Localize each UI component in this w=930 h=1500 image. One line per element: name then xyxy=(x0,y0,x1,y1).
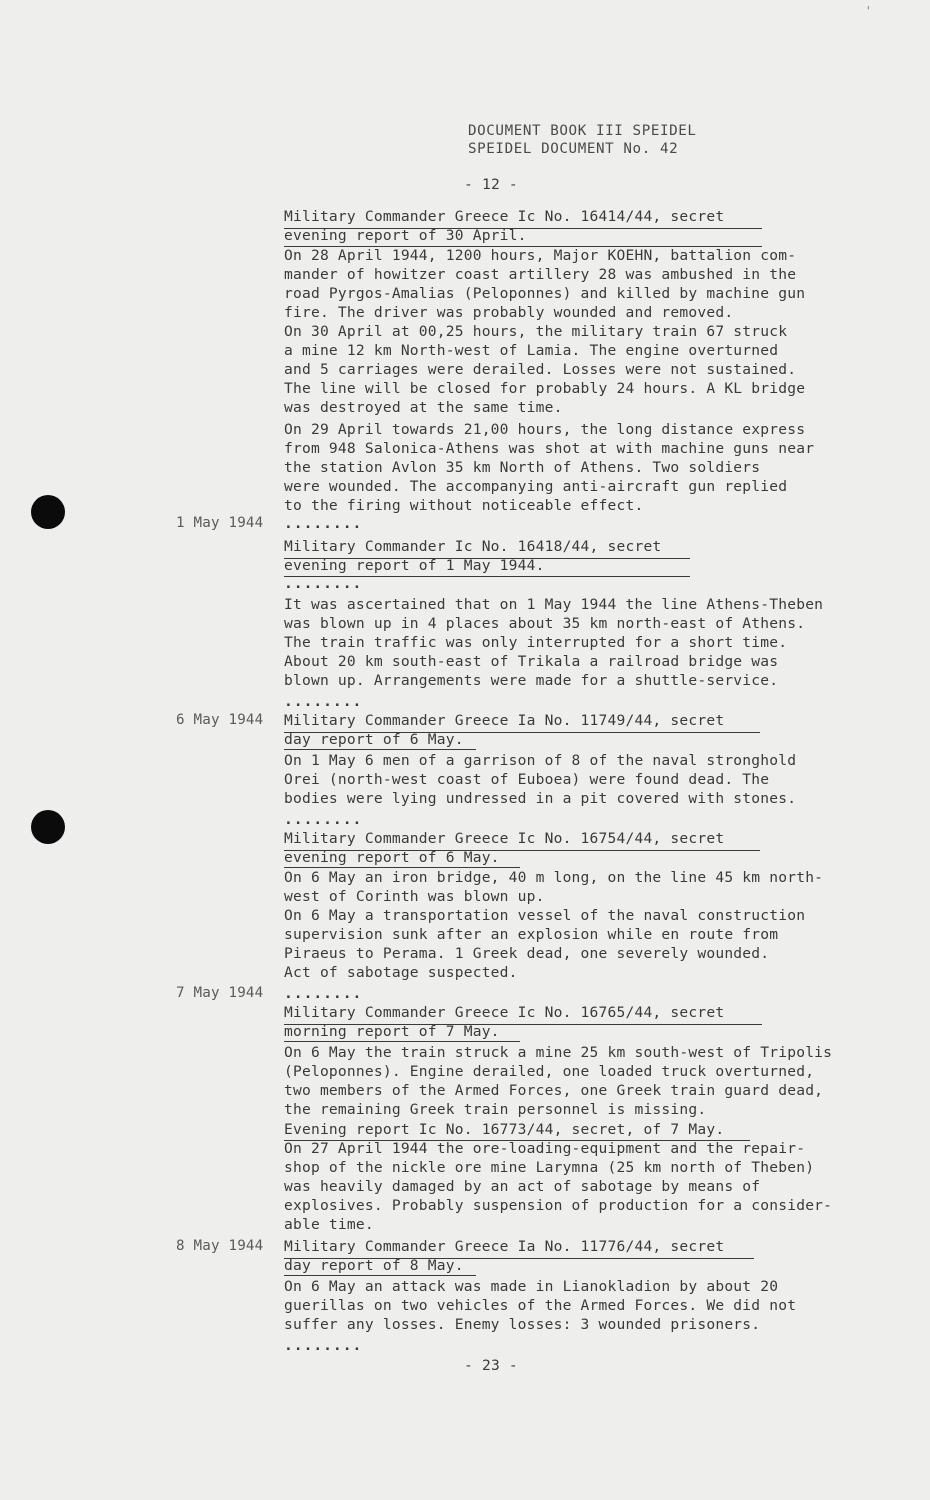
margin-date: 7 May 1944 xyxy=(176,985,264,1001)
punch-hole-bottom xyxy=(31,810,65,844)
report-text: road Pyrgos-Amalias (Peloponnes) and killed by machine gun xyxy=(284,285,806,302)
report-text: was destroyed at the same time. xyxy=(284,399,563,416)
report-text: mander of howitzer coast artillery 28 was ambushed in the xyxy=(284,266,797,283)
report-text: On 29 April towards 21,00 hours, the long distance express xyxy=(284,421,806,438)
report-text: blown up. Arrangements were made for a shuttle-service. xyxy=(284,672,779,689)
doc-header-line2: SPEIDEL DOCUMENT No. 42 xyxy=(468,141,679,157)
omission-dots: ........ xyxy=(284,985,363,1002)
margin-date: 1 May 1944 xyxy=(176,515,264,531)
report-text: On 27 April 1944 the ore-loading-equipment and the repair- xyxy=(284,1140,806,1157)
report-text: the station Avlon 35 km North of Athens. Two soldiers xyxy=(284,459,761,476)
report-text: On 6 May the train struck a mine 25 km south-west of Tripolis xyxy=(284,1044,833,1061)
report-text: suffer any losses. Enemy losses: 3 wounded prisoners. xyxy=(284,1316,761,1333)
report-text: able time. xyxy=(284,1216,374,1233)
report-subheading: evening report of 1 May 1944. xyxy=(284,557,545,574)
report-heading: Military Commander Greece Ia No. 11749/44, secret xyxy=(284,712,725,729)
omission-dots: ........ xyxy=(284,693,363,710)
report-text: Orei (north-west coast of Euboea) were found dead. The xyxy=(284,771,770,788)
report-subheading: evening report of 6 May. xyxy=(284,849,500,866)
doc-header-line1: DOCUMENT BOOK III SPEIDEL xyxy=(468,123,697,139)
report-text: On 6 May a transportation vessel of the naval construction xyxy=(284,907,806,924)
report-text: the remaining Greek train personnel is missing. xyxy=(284,1101,707,1118)
omission-dots: ........ xyxy=(284,1337,363,1354)
page-number-top: - 12 - xyxy=(464,176,518,193)
omission-dots: ........ xyxy=(284,811,363,828)
page-number-bottom: - 23 - xyxy=(464,1357,518,1374)
report-text: west of Corinth was blown up. xyxy=(284,888,545,905)
report-heading: Military Commander Greece Ic No. 16414/44, secret xyxy=(284,208,725,225)
report-text: The line will be closed for probably 24 hours. A KL bridge xyxy=(284,380,806,397)
report-text: was blown up in 4 places about 35 km north-east of Athens. xyxy=(284,615,806,632)
report-text: Piraeus to Perama. 1 Greek dead, one severely wounded. xyxy=(284,945,770,962)
report-text: from 948 Salonica-Athens was shot at with machine guns near xyxy=(284,440,815,457)
margin-date: 6 May 1944 xyxy=(176,712,264,728)
report-text: a mine 12 km North-west of Lamia. The engine overturned xyxy=(284,342,779,359)
report-text: On 30 April at 00,25 hours, the military train 67 struck xyxy=(284,323,788,340)
report-text: On 6 May an attack was made in Lianokladion by about 20 xyxy=(284,1278,779,1295)
underline xyxy=(284,1275,476,1276)
omission-dots: ........ xyxy=(284,575,363,592)
underline xyxy=(284,1041,520,1042)
report-subheading: day report of 6 May. xyxy=(284,731,464,748)
report-text: bodies were lying undressed in a pit covered with stones. xyxy=(284,790,797,807)
report-text: two members of the Armed Forces, one Greek train guard dead, xyxy=(284,1082,824,1099)
report-text: guerillas on two vehicles of the Armed Forces. We did not xyxy=(284,1297,797,1314)
report-subheading: evening report of 30 April. xyxy=(284,227,527,244)
report-subheading: morning report of 7 May. xyxy=(284,1023,500,1040)
omission-dots: ........ xyxy=(284,515,363,532)
report-text: It was ascertained that on 1 May 1944 the line Athens-Theben xyxy=(284,596,824,613)
report-text: to the firing without noticeable effect. xyxy=(284,497,644,514)
report-subheading: day report of 8 May. xyxy=(284,1257,464,1274)
report-text: fire. The driver was probably wounded and removed. xyxy=(284,304,734,321)
margin-date: 8 May 1944 xyxy=(176,1238,264,1254)
report-text: On 1 May 6 men of a garrison of 8 of the naval stronghold xyxy=(284,752,797,769)
report-text: was heavily damaged by an act of sabotage by means of xyxy=(284,1178,761,1195)
report-text: were wounded. The accompanying anti-aircraft gun replied xyxy=(284,478,788,495)
report-text: and 5 carriages were derailed. Losses were not sustained. xyxy=(284,361,797,378)
report-text: (Peloponnes). Engine derailed, one loaded truck overturned, xyxy=(284,1063,815,1080)
report-heading: Military Commander Greece Ia No. 11776/44, secret xyxy=(284,1238,725,1255)
punch-hole-top xyxy=(31,495,65,529)
report-heading: Military Commander Ic No. 16418/44, secret xyxy=(284,538,662,555)
report-text: The train traffic was only interrupted for a short time. xyxy=(284,634,788,651)
report-text: explosives. Probably suspension of production for a consider- xyxy=(284,1197,833,1214)
report-subheading: Evening report Ic No. 16773/44, secret, of 7 May. xyxy=(284,1121,725,1138)
report-heading: Military Commander Greece Ic No. 16765/44, secret xyxy=(284,1004,725,1021)
report-text: On 28 April 1944, 1200 hours, Major KOEHN, battalion com- xyxy=(284,247,797,264)
report-text: Act of sabotage suspected. xyxy=(284,964,518,981)
report-text: On 6 May an iron bridge, 40 m long, on the line 45 km north- xyxy=(284,869,824,886)
report-text: shop of the nickle ore mine Larymna (25 km north of Theben) xyxy=(284,1159,815,1176)
report-text: About 20 km south-east of Trikala a railroad bridge was xyxy=(284,653,779,670)
report-heading: Military Commander Greece Ic No. 16754/44, secret xyxy=(284,830,725,847)
report-text: supervision sunk after an explosion while en route from xyxy=(284,926,779,943)
underline xyxy=(284,749,476,750)
corner-mark: ' xyxy=(864,4,872,18)
